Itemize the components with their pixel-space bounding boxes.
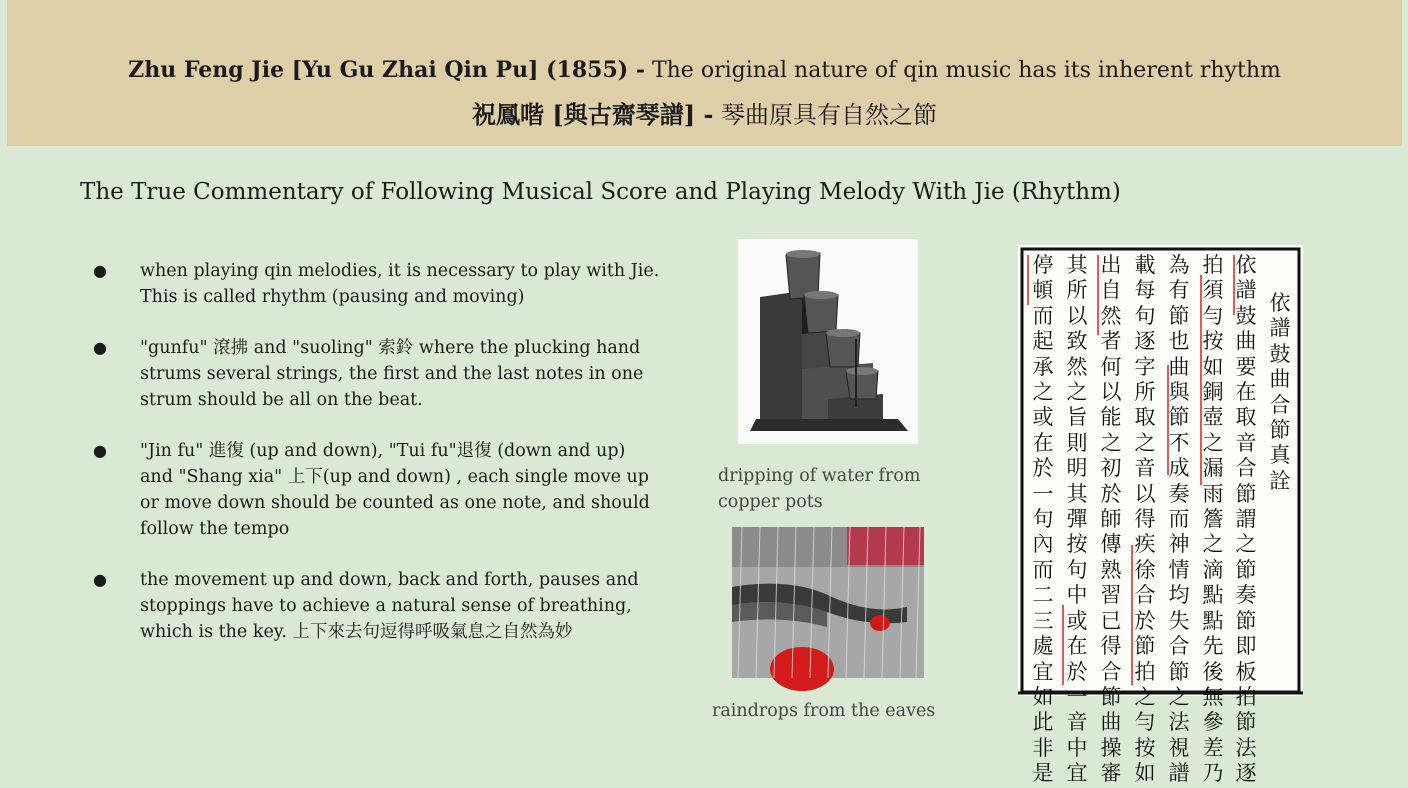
rain-eaves-image — [732, 527, 924, 678]
bullet-dot-icon: ● — [93, 570, 107, 589]
scroll-column: 停 頓 而 起 承 之 或 在 於 一 句 內 而 二 三 處 宜 如 此 非 是 — [1032, 253, 1054, 786]
header-title-english — [7, 55, 1402, 86]
bullet-text: "Jin fu" 進復 (up and down), "Tui fu"退復 (down and up) and "Shang xia" 上下(up and down) , each single move up or move down should be counted as one note, and should follow the tempo — [140, 441, 650, 539]
scroll-column: 其 所 以 致 然 之 旨 則 明 其 彈 按 句 中 或 在 於 一 音 中 宜 — [1066, 253, 1088, 786]
bullet-text: "gunfu" 滾拂 and "suoling" 索鈴 where the plucking hand strums several strings, the first and the last notes in one strum should be all on the beat. — [140, 338, 644, 410]
scroll-column: 為 有 節 也 曲 與 節 不 成 奏 而 神 情 均 失 合 節 之 法 視 譜 — [1168, 253, 1190, 786]
bullet-item — [90, 567, 660, 645]
bullet-item — [90, 438, 660, 542]
classical-text-columns — [1018, 245, 1303, 786]
rain-eaves-caption: raindrops from the eaves — [712, 701, 936, 721]
header-title-chinese-bold: 祝鳳喈 [與古齋琴譜] - — [471, 100, 714, 129]
header-title-chinese — [7, 99, 1402, 131]
bullet-dot-icon: ● — [93, 441, 107, 460]
bullet-text: when playing qin melodies, it is necessary to play with Jie. This is called rhythm (pausing and moving) — [140, 261, 660, 307]
copper-pots-caption: dripping of water from copper pots — [718, 466, 921, 512]
bullet-text: the movement up and down, back and forth, pauses and stoppings have to achieve a natural sense of breathing, which is the key. 上下來去句逗得呼吸氣息之自然為妙 — [140, 570, 639, 642]
section-subtitle: The True Commentary of Following Musical Score and Playing Melody With Jie (Rhythm) — [80, 179, 1121, 205]
scroll-column: 依 譜 鼓 曲 要 在 取 音 合 節 謂 之 節 奏 節 即 板 拍 節 法 逐 — [1235, 253, 1257, 786]
classical-text-scan — [1018, 245, 1303, 786]
header-title-chinese-rest: 琴曲原具有自然之節 — [713, 101, 938, 129]
bullet-item — [90, 335, 660, 413]
copper-pots-image — [738, 239, 918, 444]
header-title-english-bold: Zhu Feng Jie [Yu Gu Zhai Qin Pu] (1855) - — [128, 57, 645, 83]
scroll-column: 拍 須 勻 按 如 銅 壺 之 漏 雨 簷 之 滴 點 點 先 後 無 參 差 乃 — [1202, 253, 1224, 786]
scroll-column: 載 每 句 逐 字 所 取 之 音 以 得 疾 徐 合 於 節 拍 之 勻 按 如 — [1134, 253, 1156, 786]
bullet-list — [90, 258, 660, 670]
header-title-english-rest: The original nature of qin music has its inherent rhythm — [644, 58, 1281, 83]
bullet-dot-icon: ● — [93, 261, 107, 280]
bullet-dot-icon: ● — [93, 338, 107, 357]
bullet-item — [90, 258, 660, 310]
scroll-column: 出 自 然 者 何 以 能 之 初 於 師 傳 熟 習 已 得 合 節 曲 操 審 — [1100, 253, 1122, 786]
header-banner — [7, 0, 1402, 146]
scroll-column-title: 依 譜 鼓 曲 合 節 真 詮 — [1269, 291, 1291, 493]
